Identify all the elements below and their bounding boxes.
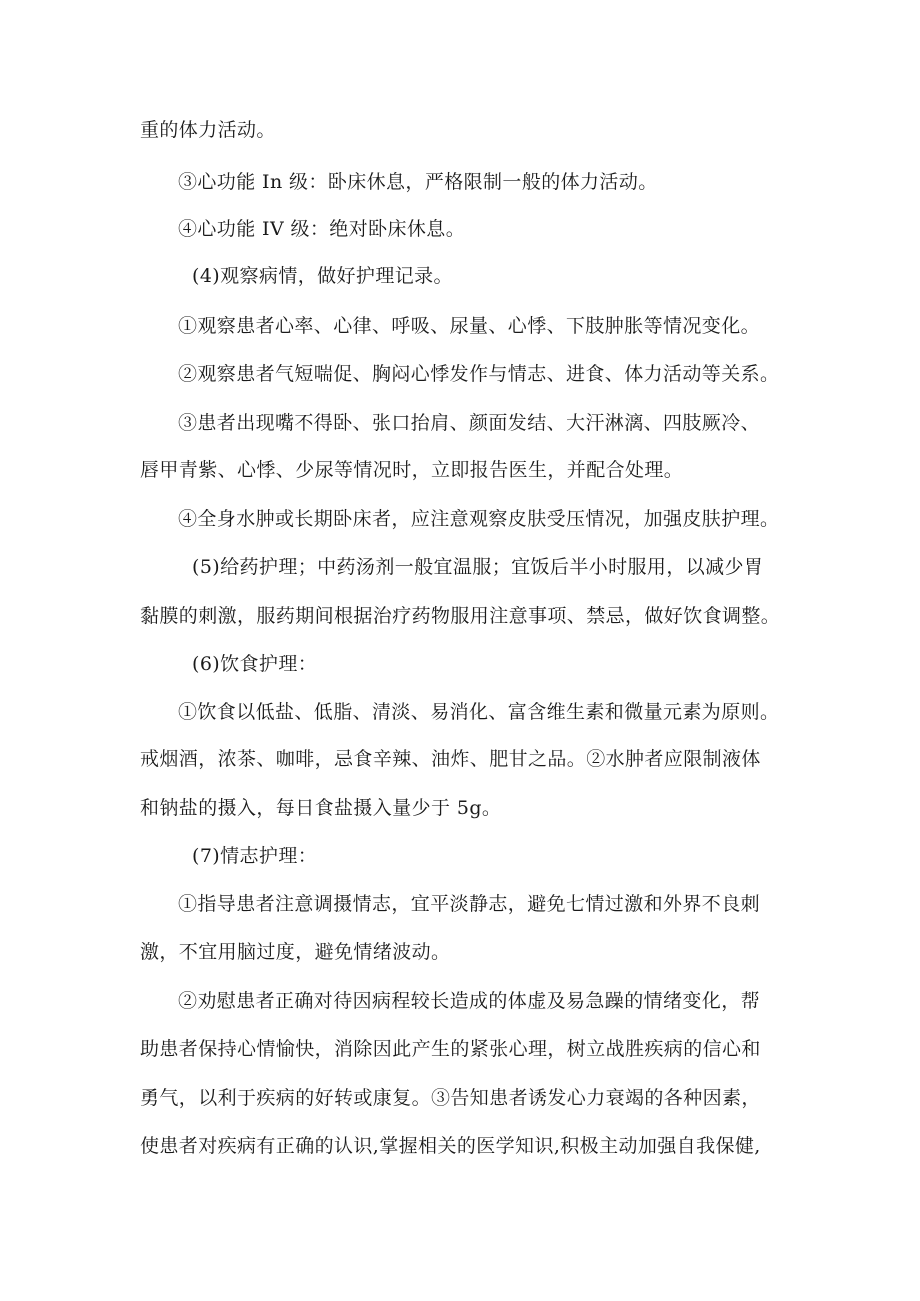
- text-line: 激，不宜用脑过度，避免情绪波动。: [140, 941, 451, 963]
- text-line: ①饮食以低盐、低脂、清淡、易消化、富含维生素和微量元素为原则。: [178, 701, 780, 723]
- text-line: ④全身水肿或长期卧床者，应注意观察皮肤受压情况，加强皮肤护理。: [178, 508, 780, 530]
- section-heading: (4)观察病情，做好护理记录。: [192, 265, 453, 287]
- section-heading: (7)情志护理：: [192, 845, 318, 867]
- text-line: ①观察患者心率、心律、呼吸、尿量、心悸、下肢肿胀等情况变化。: [178, 315, 761, 337]
- text-line: 和钠盐的摄入，每日食盐摄入量少于 5g。: [140, 797, 502, 819]
- text-line: ②劝慰患者正确对待因病程较长造成的体虚及易急躁的情绪变化，帮: [178, 990, 761, 1012]
- text-line: 重的体力活动。: [140, 119, 276, 141]
- text-line: 使患者对疾病有正确的认识,掌握相关的医学知识,积极主动加强自我保健,: [140, 1135, 761, 1157]
- text-line: ①指导患者注意调摄情志，宜平淡静志，避免七情过激和外界不良刺: [178, 893, 761, 915]
- text-line: 助患者保持心情愉快，消除因此产生的紧张心理，树立战胜疾病的信心和: [140, 1038, 761, 1060]
- section-heading: (5)给药护理；中药汤剂一般宜温服；宜饭后半小时服用，以减少胃: [192, 556, 764, 578]
- text-line: 戒烟酒，浓茶、咖啡，忌食辛辣、油炸、肥甘之品。②水肿者应限制液体: [140, 748, 761, 770]
- text-line: 勇气，以利于疾病的好转或康复。③告知患者诱发心力衰竭的各种因素，: [140, 1087, 761, 1109]
- text-line: 唇甲青紫、心悸、少尿等情况时，立即报告医生，并配合处理。: [140, 459, 684, 481]
- text-line: 黏膜的刺激，服药期间根据治疗药物服用注意事项、禁忌，做好饮食调整。: [140, 605, 781, 627]
- text-line: ③心功能 In 级：卧床休息，严格限制一般的体力活动。: [178, 171, 658, 193]
- text-line: ②观察患者气短喘促、胸闷心悸发作与情志、进食、体力活动等关系。: [178, 363, 780, 385]
- text-line: ④心功能 IV 级：绝对卧床休息。: [178, 218, 466, 240]
- text-line: ③患者出现嘴不得卧、张口抬肩、颜面发结、大汗淋漓、四肢厥冷、: [178, 412, 761, 434]
- section-heading: (6)饮食护理：: [192, 653, 318, 675]
